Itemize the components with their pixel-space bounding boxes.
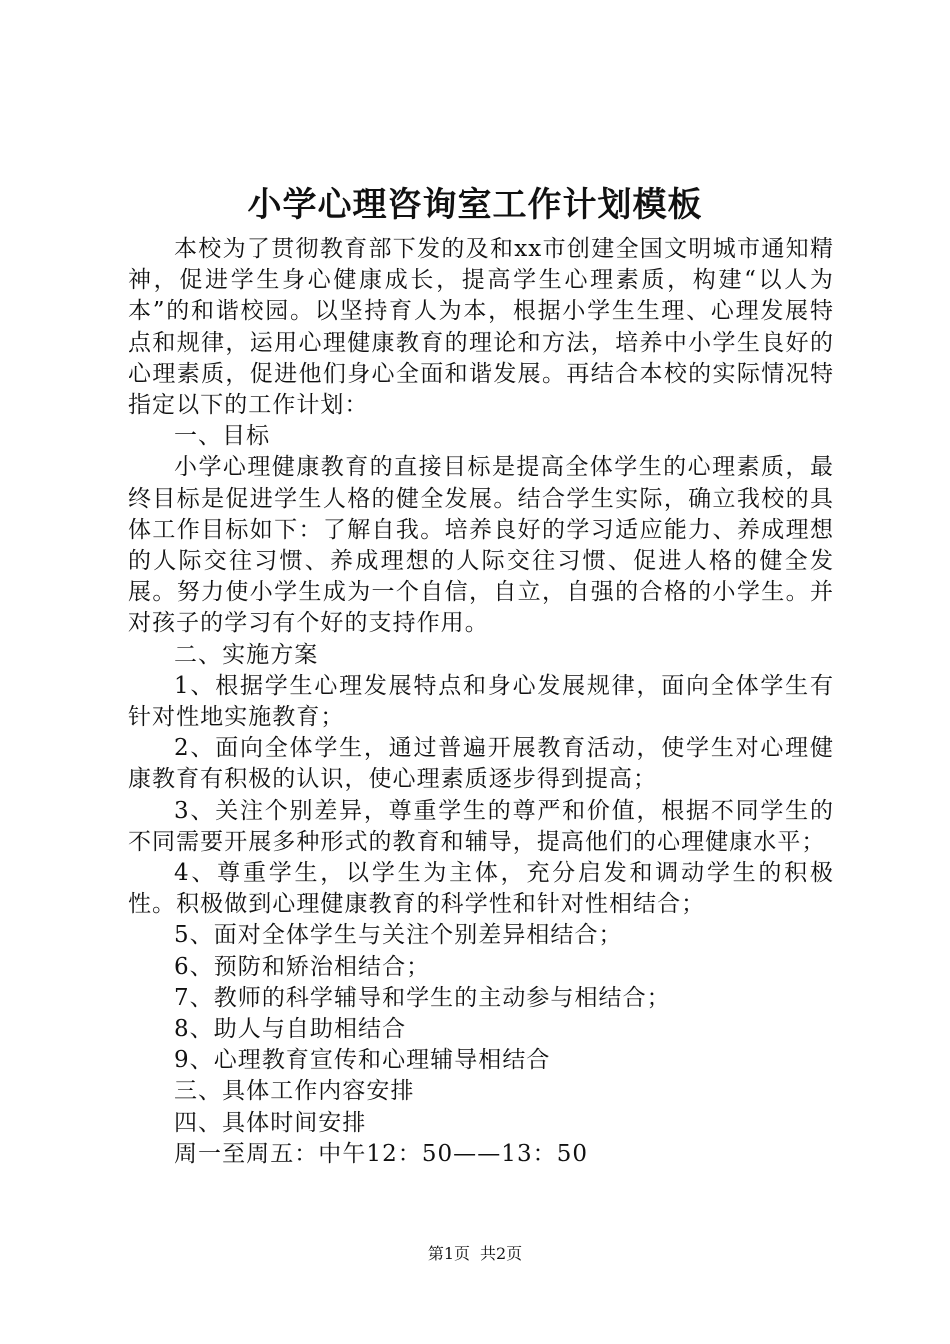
page-footer <box>0 1243 950 1265</box>
section-heading-content: 三、具体工作内容安排 <box>174 1078 415 1105</box>
page-number: 第1页 <box>427 1244 470 1263</box>
plan-item: 3、关注个别差异，尊重学生的尊严和价值，根据不同学生的不同需要开展多种形式的教育和辅导，提高他们的心理健康水平； <box>128 797 834 855</box>
plan-item: 8、助人与自助相结合 <box>174 1016 407 1043</box>
intro-paragraph: 本校为了贯彻教育部下发的及和xx市创建全国文明城市通知精神，促进学生身心健康成长，提高学生心理素质，构建“以人为本”的和谐校园。以坚持育人为本，根据小学生生理、心理发展特点和规律，运用心理健康教育的理论和方法，培养中小学生良好的心理素质，促进他们身心全面和谐发展。再结合本校的实际情况特指定以下的工作计划： <box>128 236 834 419</box>
plan-item: 9、心理教育宣传和心理辅导相结合 <box>174 1047 551 1074</box>
goals-paragraph: 小学心理健康教育的直接目标是提高全体学生的心理素质，最终目标是促进学生人格的健全发展。结合学生实际，确立我校的具体工作目标如下：了解自我。培养良好的学习适应能力、养成理想的人际交往习惯、养成理想的人际交往习惯、促进人格的健全发展。努力使小学生成为一个自信，自立，自强的合格的小学生。并对孩子的学习有个好的支持作用。 <box>128 454 834 637</box>
schedule-line: 周一至周五：中午12：50——13：50 <box>174 1140 589 1167</box>
plan-item: 2、面向全体学生，通过普遍开展教育活动，使学生对心理健康教育有积极的认识，使心理素质逐步得到提高； <box>128 735 834 793</box>
plan-item: 5、面对全体学生与关注个别差异相结合； <box>174 922 623 949</box>
section-heading-schedule: 四、具体时间安排 <box>174 1109 367 1136</box>
plan-item: 1、根据学生心理发展特点和身心发展规律，面向全体学生有针对性地实施教育； <box>128 672 834 731</box>
document-title: 小学心理咨询室工作计划模板 <box>247 185 703 225</box>
section-heading-goals: 一、目标 <box>174 423 271 450</box>
page-total: 共2页 <box>480 1244 523 1263</box>
plan-item: 4、尊重学生，以学生为主体，充分启发和调动学生的积极性。积极做到心理健康教育的科学性和针对性相结合； <box>128 860 834 918</box>
plan-item: 6、预防和矫治相结合； <box>174 953 431 980</box>
document-body <box>128 234 834 1170</box>
section-heading-plan: 二、实施方案 <box>174 641 319 668</box>
plan-item: 7、教师的科学辅导和学生的主动参与相结合； <box>174 984 671 1011</box>
